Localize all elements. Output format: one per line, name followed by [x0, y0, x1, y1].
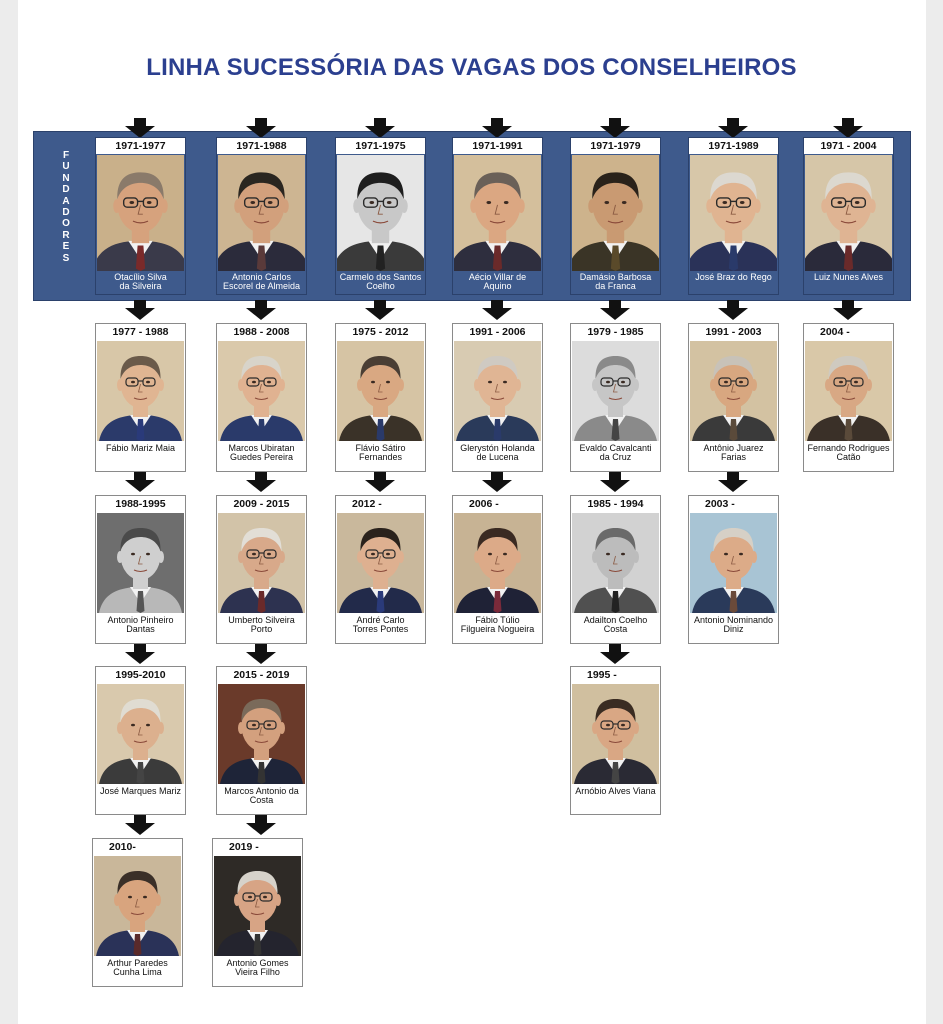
portrait-image: [690, 341, 777, 441]
counselor-name: [689, 442, 778, 472]
portrait: [690, 513, 777, 613]
portrait: [572, 155, 659, 271]
successor-card: [688, 495, 779, 644]
term-years: 2019 -: [229, 841, 259, 853]
successor-card: [335, 323, 426, 472]
portrait-image: [572, 155, 659, 271]
term-years: 2009 - 2015: [233, 498, 290, 510]
counselor-name: [217, 614, 306, 644]
counselor-name: [571, 442, 660, 472]
founder-card: [95, 137, 186, 295]
counselor-name-line: da Franca: [595, 281, 636, 291]
portrait: [337, 155, 424, 271]
portrait-image: [214, 856, 301, 956]
counselor-name-line: Filgueira Nogueira: [460, 624, 535, 634]
counselor-name-line: Marcos Antonio da Costa: [224, 786, 299, 805]
term-years: 1971-1977: [96, 138, 185, 154]
term-years: 1985 - 1994: [587, 498, 644, 510]
term-years: 2004 -: [820, 326, 850, 338]
succession-arrow: [125, 472, 155, 492]
portrait-image: [454, 341, 541, 441]
succession-arrow: [482, 472, 512, 492]
counselor-name-line: Marcos Ubiratan: [228, 443, 295, 453]
term-years: 1995-2010: [115, 669, 166, 681]
successor-card: [452, 495, 543, 644]
succession-arrow: [600, 644, 630, 664]
succession-arrow: [482, 300, 512, 320]
counselor-name-line: Diniz: [723, 624, 744, 634]
term-years: 1991 - 2006: [469, 326, 526, 338]
succession-arrow: [482, 118, 512, 138]
counselor-name-line: Fernandes: [358, 452, 403, 462]
succession-arrow: [125, 644, 155, 664]
succession-arrow: [246, 300, 276, 320]
succession-arrow: [246, 472, 276, 492]
succession-arrow: [833, 118, 863, 138]
succession-arrow: [365, 472, 395, 492]
term-years: 1991 - 2003: [705, 326, 762, 338]
successor-card: [335, 495, 426, 644]
successor-card: [216, 666, 307, 815]
counselor-name: [96, 272, 185, 302]
counselor-name-line: Catão: [836, 452, 861, 462]
term-years: 1988 - 2008: [233, 326, 290, 338]
term-years: 1975 - 2012: [352, 326, 409, 338]
counselor-name-line: Carmelo dos Santos: [339, 272, 422, 282]
term-years: 1971-1975: [336, 138, 425, 154]
portrait-image: [97, 684, 184, 784]
counselor-name-line: Torres Pontes: [352, 624, 409, 634]
counselor-name: [804, 272, 893, 302]
portrait: [97, 155, 184, 271]
portrait-image: [97, 155, 184, 271]
portrait-image: [805, 341, 892, 441]
portrait: [572, 513, 659, 613]
founders-label: [59, 150, 73, 264]
founder-card: [452, 137, 543, 295]
counselor-name-line: Otacílio Silva: [114, 272, 167, 282]
portrait-image: [690, 513, 777, 613]
portrait-image: [337, 155, 424, 271]
portrait: [218, 513, 305, 613]
term-years: 1971-1989: [689, 138, 778, 154]
counselor-name-line: Arthur Paredes: [107, 958, 168, 968]
counselor-name: [571, 272, 660, 302]
succession-arrow: [718, 300, 748, 320]
term-years: 2015 - 2019: [233, 669, 290, 681]
founder-card: [803, 137, 894, 295]
founders-label-letter: A: [62, 195, 70, 207]
portrait-image: [454, 155, 541, 271]
portrait: [690, 341, 777, 441]
successor-card: [95, 323, 186, 472]
succession-arrow: [600, 472, 630, 492]
counselor-name: [96, 442, 185, 472]
successor-card: [216, 323, 307, 472]
portrait: [454, 155, 541, 271]
counselor-name-line: Damásio Barbosa: [579, 272, 652, 282]
portrait-image: [218, 684, 305, 784]
portrait-image: [572, 341, 659, 441]
counselor-name-line: Fábio Mariz Maia: [105, 443, 176, 453]
successor-card: [212, 838, 303, 987]
counselor-name: [804, 442, 893, 472]
founders-label-letter: E: [62, 241, 70, 253]
counselor-name: [453, 614, 542, 644]
term-years: 1995 -: [587, 669, 617, 681]
portrait-image: [218, 155, 305, 271]
counselor-name-line: Fernando Rodrigues: [807, 443, 890, 453]
founder-card: [570, 137, 661, 295]
counselor-name: [571, 785, 660, 815]
counselor-name: [96, 614, 185, 644]
founders-label-letter: F: [62, 150, 70, 161]
succession-arrow: [365, 118, 395, 138]
counselor-name-line: Arnóbio Alves Viana: [575, 786, 656, 796]
counselor-name-line: Antônio Juarez: [703, 443, 764, 453]
counselor-name-line: Fábio Túlio: [475, 615, 520, 625]
successor-card: [95, 666, 186, 815]
counselor-name-line: Antonio Nominando: [693, 615, 774, 625]
counselor-name-line: Cunha Lima: [113, 967, 162, 977]
portrait-image: [690, 155, 777, 271]
successor-card: [570, 666, 661, 815]
portrait-image: [218, 513, 305, 613]
counselor-name-line: Flávio Sátiro: [355, 443, 406, 453]
portrait: [97, 341, 184, 441]
portrait: [97, 684, 184, 784]
founder-card: [216, 137, 307, 295]
term-years: 1971-1979: [571, 138, 660, 154]
counselor-name-line: Adailton Coelho: [583, 615, 648, 625]
founders-label-letter: S: [62, 252, 70, 264]
founder-card: [688, 137, 779, 295]
portrait: [218, 684, 305, 784]
counselor-name-line: Antonio Pinheiro: [107, 615, 174, 625]
portrait: [97, 513, 184, 613]
successor-card: [452, 323, 543, 472]
counselor-name-line: Farias: [720, 452, 746, 462]
counselor-name-line: Luiz Nunes Alves: [813, 272, 884, 282]
counselor-name-line: Aquino: [483, 281, 512, 291]
counselor-name-line: Porto: [250, 624, 273, 634]
counselor-name: [453, 272, 542, 302]
counselor-name: [689, 614, 778, 644]
term-years: 2006 -: [469, 498, 499, 510]
counselor-name-line: Aécio Villar de: [468, 272, 527, 282]
portrait: [337, 513, 424, 613]
successor-card: [216, 495, 307, 644]
founders-label-letter: D: [62, 207, 70, 219]
founder-card: [335, 137, 426, 295]
successor-card: [95, 495, 186, 644]
counselor-name-line: Evaldo Cavalcanti: [579, 443, 652, 453]
counselor-name-line: José Braz do Rego: [695, 272, 772, 282]
portrait: [572, 684, 659, 784]
founders-label-letter: N: [62, 172, 70, 184]
portrait-image: [218, 341, 305, 441]
portrait-image: [337, 341, 424, 441]
portrait: [94, 856, 181, 956]
term-years: 1971-1988: [217, 138, 306, 154]
term-years: 1971 - 2004: [804, 138, 893, 154]
successor-card: [803, 323, 894, 472]
portrait: [218, 155, 305, 271]
successor-card: [570, 323, 661, 472]
counselor-name: [453, 442, 542, 472]
counselor-name: [96, 785, 185, 815]
counselor-name-line: Costa: [603, 624, 628, 634]
portrait-image: [337, 513, 424, 613]
portrait-image: [572, 684, 659, 784]
succession-arrow: [125, 300, 155, 320]
term-years: 1979 - 1985: [587, 326, 644, 338]
portrait-image: [572, 513, 659, 613]
portrait-image: [97, 341, 184, 441]
term-years: 2010-: [109, 841, 136, 853]
term-years: 2003 -: [705, 498, 735, 510]
counselor-name-line: Antonio Gomes: [226, 958, 289, 968]
succession-arrow: [833, 300, 863, 320]
founders-label-letter: U: [62, 161, 70, 173]
succession-arrow: [600, 300, 630, 320]
counselor-name-line: Antonio Carlos: [231, 272, 292, 282]
portrait: [572, 341, 659, 441]
counselor-name-line: José Marques Mariz: [99, 786, 182, 796]
term-years: 1988-1995: [115, 498, 166, 510]
counselor-name-line: Dantas: [126, 624, 155, 634]
counselor-name: [213, 957, 302, 987]
counselor-name: [571, 614, 660, 644]
counselor-name-line: André Carlo: [356, 615, 405, 625]
counselor-name: [217, 272, 306, 302]
portrait: [454, 513, 541, 613]
succession-arrow: [365, 300, 395, 320]
term-years: 1971-1991: [453, 138, 542, 154]
succession-arrow: [246, 644, 276, 664]
counselor-name: [93, 957, 182, 987]
founders-label-letter: R: [62, 229, 70, 241]
page-title: LINHA SUCESSÓRIA DAS VAGAS DOS CONSELHEIROS: [146, 54, 797, 81]
succession-arrow: [246, 815, 276, 835]
portrait-image: [454, 513, 541, 613]
portrait: [805, 341, 892, 441]
portrait-image: [97, 513, 184, 613]
portrait: [805, 155, 892, 271]
succession-arrow: [246, 118, 276, 138]
counselor-name-line: Glerystón Holanda: [460, 443, 535, 453]
successor-card: [688, 323, 779, 472]
counselor-name-line: Escorel de Almeida: [222, 281, 301, 291]
portrait-image: [94, 856, 181, 956]
portrait: [690, 155, 777, 271]
portrait: [214, 856, 301, 956]
counselor-name: [217, 785, 306, 815]
counselor-name: [336, 272, 425, 302]
counselor-name-line: de Lucena: [476, 452, 519, 462]
counselor-name-line: da Silveira: [119, 281, 162, 291]
succession-arrow: [718, 118, 748, 138]
portrait: [454, 341, 541, 441]
portrait-image: [805, 155, 892, 271]
succession-arrow: [125, 815, 155, 835]
succession-arrow: [718, 472, 748, 492]
succession-arrow: [600, 118, 630, 138]
counselor-name-line: Umberto Silveira: [228, 615, 295, 625]
counselor-name: [336, 614, 425, 644]
counselor-name: [217, 442, 306, 472]
successor-card: [92, 838, 183, 987]
counselor-name-line: Coelho: [366, 281, 395, 291]
term-years: 2012 -: [352, 498, 382, 510]
portrait: [218, 341, 305, 441]
counselor-name-line: da Cruz: [599, 452, 632, 462]
founders-label-letter: O: [62, 218, 70, 230]
portrait: [337, 341, 424, 441]
counselor-name-line: Guedes Pereira: [229, 452, 294, 462]
succession-arrow: [125, 118, 155, 138]
counselor-name: [689, 272, 778, 302]
founders-label-letter: D: [62, 184, 70, 196]
term-years: 1977 - 1988: [112, 326, 169, 338]
counselor-name: [336, 442, 425, 472]
counselor-name-line: Vieira Filho: [235, 967, 280, 977]
successor-card: [570, 495, 661, 644]
